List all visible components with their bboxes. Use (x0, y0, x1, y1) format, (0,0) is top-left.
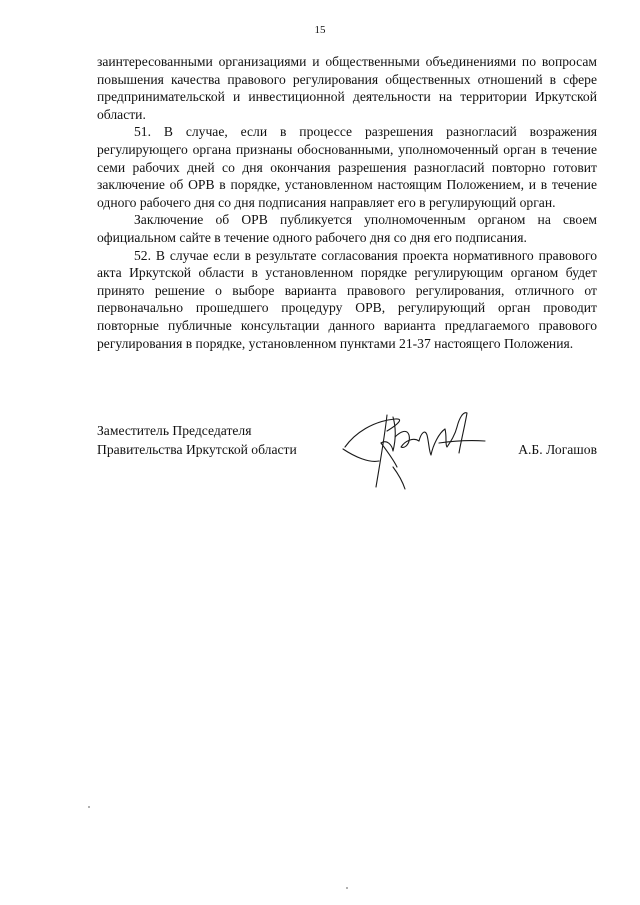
signer-name: А.Б. Логашов (518, 442, 597, 457)
scan-speck (88, 806, 90, 808)
document-body (97, 53, 597, 352)
signer-title (97, 421, 297, 459)
signer-title-line-1: Заместитель Председателя (97, 423, 252, 438)
paragraph-51: 51. В случае, если в процессе разрешения разногласий возражения регулирующего органа признаны обоснованными, уполномоченный орган в течение семи рабочих дней со дня окончания разрешения разногласий повторно готовит заключение об ОРВ в порядке, установленном настоящим Положением, и в течение одного рабочего дня со дня подписания направляет его в регулирующий орган. (97, 124, 597, 210)
paragraph-continuation: заинтересованными организациями и общественными объединениями по вопросам повышения качества правового регулирования общественных отношений в сфере предпринимательской и инвестиционной деятельности на территории Иркутской области. (97, 54, 597, 122)
paragraph-publication: Заключение об ОРВ публикуется уполномоченным органом на своем официальном сайте в течение одного рабочего дня со дня его подписания. (97, 212, 597, 245)
signer-title-line-2: Правительства Иркутской области (97, 442, 297, 457)
scan-speck (346, 887, 348, 889)
paragraph-52: 52. В случае если в результате согласования проекта нормативного правового акта Иркутской области в установленном порядке регулирующим органом будет принято решение о выборе варианта правового регулирования, отличного от первоначально прошедшего процедуру ОРВ, регулирующий орган проводит повторные публичные консультации данного варианта предлагаемого правового регулирования в порядке, установленном пунктами 21-37 настоящего Положения. (97, 247, 597, 351)
page-number: 15 (314, 24, 326, 36)
handwritten-signature (335, 407, 495, 497)
signature-block (97, 417, 597, 507)
